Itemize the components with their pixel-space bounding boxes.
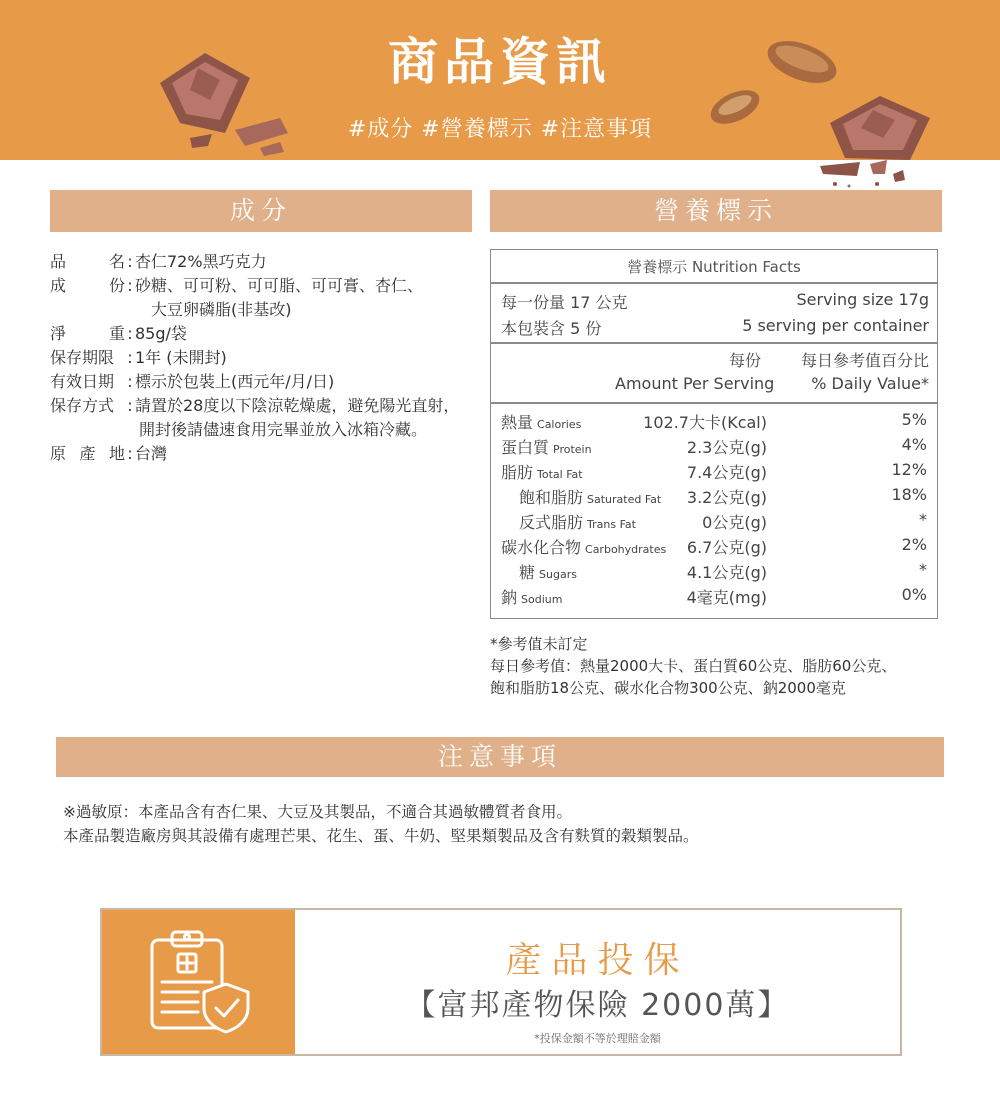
footnote-line: 每日參考值：熱量2000大卡、蛋白質60公克、脂肪60公克、 (490, 657, 897, 675)
ingredient-row-origin: 原 產 地 : 台灣 (50, 442, 490, 466)
ingredient-label: 保存期限 (50, 348, 115, 367)
nutrient-name-en: Sugars (539, 568, 577, 581)
page-title: 商品資訊 (388, 33, 612, 91)
ingredient-row-weight: 淨 重 : 85g/袋 (50, 322, 490, 346)
nutrient-amount: 0公克(g) (702, 513, 767, 532)
col-per-serving-zh: 每份 (729, 351, 762, 370)
nutrient-amount: 6.7公克(g) (686, 538, 767, 557)
col-daily-value-en: % Daily Value* (811, 374, 929, 393)
nutrient-amount: 3.2公克(g) (686, 488, 767, 507)
nutrient-name-en: Saturated Fat (587, 493, 662, 506)
nutrition-footnote (490, 633, 950, 699)
nutrient-name (501, 460, 583, 483)
nutrient-name-en: Trans Fat (587, 518, 636, 531)
ingredient-value-cont: 開封後請儘速食用完畢並放入冰箱冷藏。 (139, 420, 428, 439)
nutrient-daily-value: 5% (901, 410, 927, 429)
table-divider (491, 402, 937, 404)
nutrient-name-en: Calories (537, 418, 582, 431)
notice-heading: 注意事項 (437, 742, 562, 771)
nutrient-name-zh: 碳水化合物 (501, 538, 582, 557)
header-banner (0, 0, 1000, 160)
insurance-icon-panel (102, 910, 295, 1054)
serving-size-zh: 每一份量 17 公克 (501, 293, 628, 312)
ingredient-row-expiry: 有效日期 : 標示於包裝上(西元年/月/日) (50, 370, 490, 394)
ingredient-label: 原 產 地 (50, 444, 125, 463)
ingredients-heading: 成分 (229, 196, 292, 225)
nutrient-name-zh: 飽和脂肪 (519, 488, 584, 507)
nutrient-daily-value: * (919, 560, 927, 579)
per-pack-zh: 本包裝含 5 份 (501, 319, 602, 338)
nutrient-daily-value: 2% (901, 535, 927, 554)
nutrient-name-zh: 糖 (519, 563, 536, 582)
nutrient-amount: 102.7大卡(Kcal) (643, 413, 767, 432)
ingredient-label: 成 份 (50, 276, 125, 295)
insurance-provider: 【富邦產物保險 2000萬】 (405, 988, 790, 1023)
nutrient-name (519, 560, 577, 583)
notice-line: 本產品製造廠房與其設備有處理芒果、花生、蛋、牛奶、堅果類製品及含有麩質的穀類製品。 (63, 827, 699, 845)
ingredient-value: 砂糖、可可粉、可可脂、可可膏、杏仁、 (135, 276, 424, 295)
nutrient-name-en: Carbohydrates (585, 543, 667, 556)
header-tags: #成分 #營養標示 #注意事項 (347, 117, 653, 142)
insurance-note: *投保金額不等於理賠金額 (534, 1032, 661, 1045)
nutrient-amount: 4.1公克(g) (686, 563, 767, 582)
footnote-line: *參考值未訂定 (490, 635, 588, 653)
nutrient-name-zh: 脂肪 (501, 463, 534, 482)
insurance-title: 產品投保 (505, 940, 690, 981)
col-daily-value-zh: 每日參考值百分比 (800, 351, 929, 370)
ingredient-row-shelf-life: 保存期限 : 1年 (未開封) (50, 346, 490, 370)
ingredient-value: 85g/袋 (135, 324, 187, 343)
nutrition-section-bar (490, 190, 942, 232)
nutrient-name (501, 585, 562, 608)
nutrient-amount: 4毫克(mg) (686, 588, 767, 607)
ingredient-label: 淨 重 (50, 324, 125, 343)
nutrient-daily-value: 4% (901, 435, 927, 454)
nutrient-daily-value: 12% (891, 460, 927, 479)
ingredient-value: 標示於包裝上(西元年/月/日) (135, 372, 335, 391)
nutrient-name (501, 435, 592, 458)
nutrition-heading: 營養標示 (653, 196, 778, 225)
nutrient-name (519, 510, 636, 533)
per-pack-en: 5 serving per container (742, 316, 929, 335)
insurance-box (100, 908, 902, 1056)
footnote-line: 飽和脂肪18公克、碳水化合物300公克、鈉2000毫克 (490, 679, 846, 697)
nutrient-name-en: Total Fat (537, 468, 583, 481)
ingredient-label: 有效日期 (50, 372, 115, 391)
notice-line: ※過敏原：本產品含有杏仁果、大豆及其製品，不適合其過敏體質者食用。 (63, 803, 572, 821)
ingredients-list (50, 250, 490, 466)
nutrient-name-zh: 鈉 (501, 588, 518, 607)
ingredient-value: 1年 (未開封) (135, 348, 227, 367)
ingredient-row-storage: 保存方式 : 請置於28度以下陰涼乾燥處，避免陽光直射， 開封後請儘速食用完畢並放入冰箱冷藏。 (50, 394, 490, 442)
table-divider (491, 342, 937, 344)
ingredient-value-cont: 大豆卵磷脂(非基改) (151, 300, 292, 319)
ingredients-section-bar (50, 190, 472, 232)
ingredient-value: 請置於28度以下陰涼乾燥處，避免陽光直射， (135, 396, 460, 415)
ingredient-value: 台灣 (135, 444, 168, 463)
ingredient-row-name: 品 名 : 杏仁72%黑巧克力 (50, 250, 490, 274)
nutrient-name (519, 485, 661, 508)
nutrient-amount: 2.3公克(g) (686, 438, 767, 457)
nutrient-amount: 7.4公克(g) (686, 463, 767, 482)
nutrition-facts-table (490, 249, 938, 619)
notice-section-bar (56, 737, 944, 777)
ingredient-label: 保存方式 (50, 396, 115, 415)
ingredient-value: 杏仁72%黑巧克力 (135, 252, 267, 271)
ingredient-row-ingredients: 成 份 : 砂糖、可可粉、可可脂、可可膏、杏仁、 大豆卵磷脂(非基改) (50, 274, 490, 322)
nutrient-daily-value: 0% (901, 585, 927, 604)
nutrient-name (501, 410, 581, 433)
ingredient-label: 品 名 (50, 252, 125, 271)
notice-text (63, 800, 943, 848)
serving-size-en: Serving size 17g (796, 290, 929, 309)
chocolate-crumbs-image (815, 160, 915, 192)
nutrient-name (501, 535, 666, 558)
nutrient-daily-value: 18% (891, 485, 927, 504)
nutrient-name-zh: 熱量 (501, 413, 534, 432)
nutrient-name-en: Sodium (521, 593, 563, 606)
nutrient-name-en: Protein (553, 443, 592, 456)
nutrient-name-zh: 反式脂肪 (519, 513, 584, 532)
nutrient-daily-value: * (919, 510, 927, 529)
nutrient-name-zh: 蛋白質 (501, 438, 550, 457)
medical-clipboard-shield-icon (142, 926, 262, 1038)
nutrition-title: 營養標示 Nutrition Facts (491, 250, 937, 284)
col-per-serving-en: Amount Per Serving (615, 374, 775, 393)
